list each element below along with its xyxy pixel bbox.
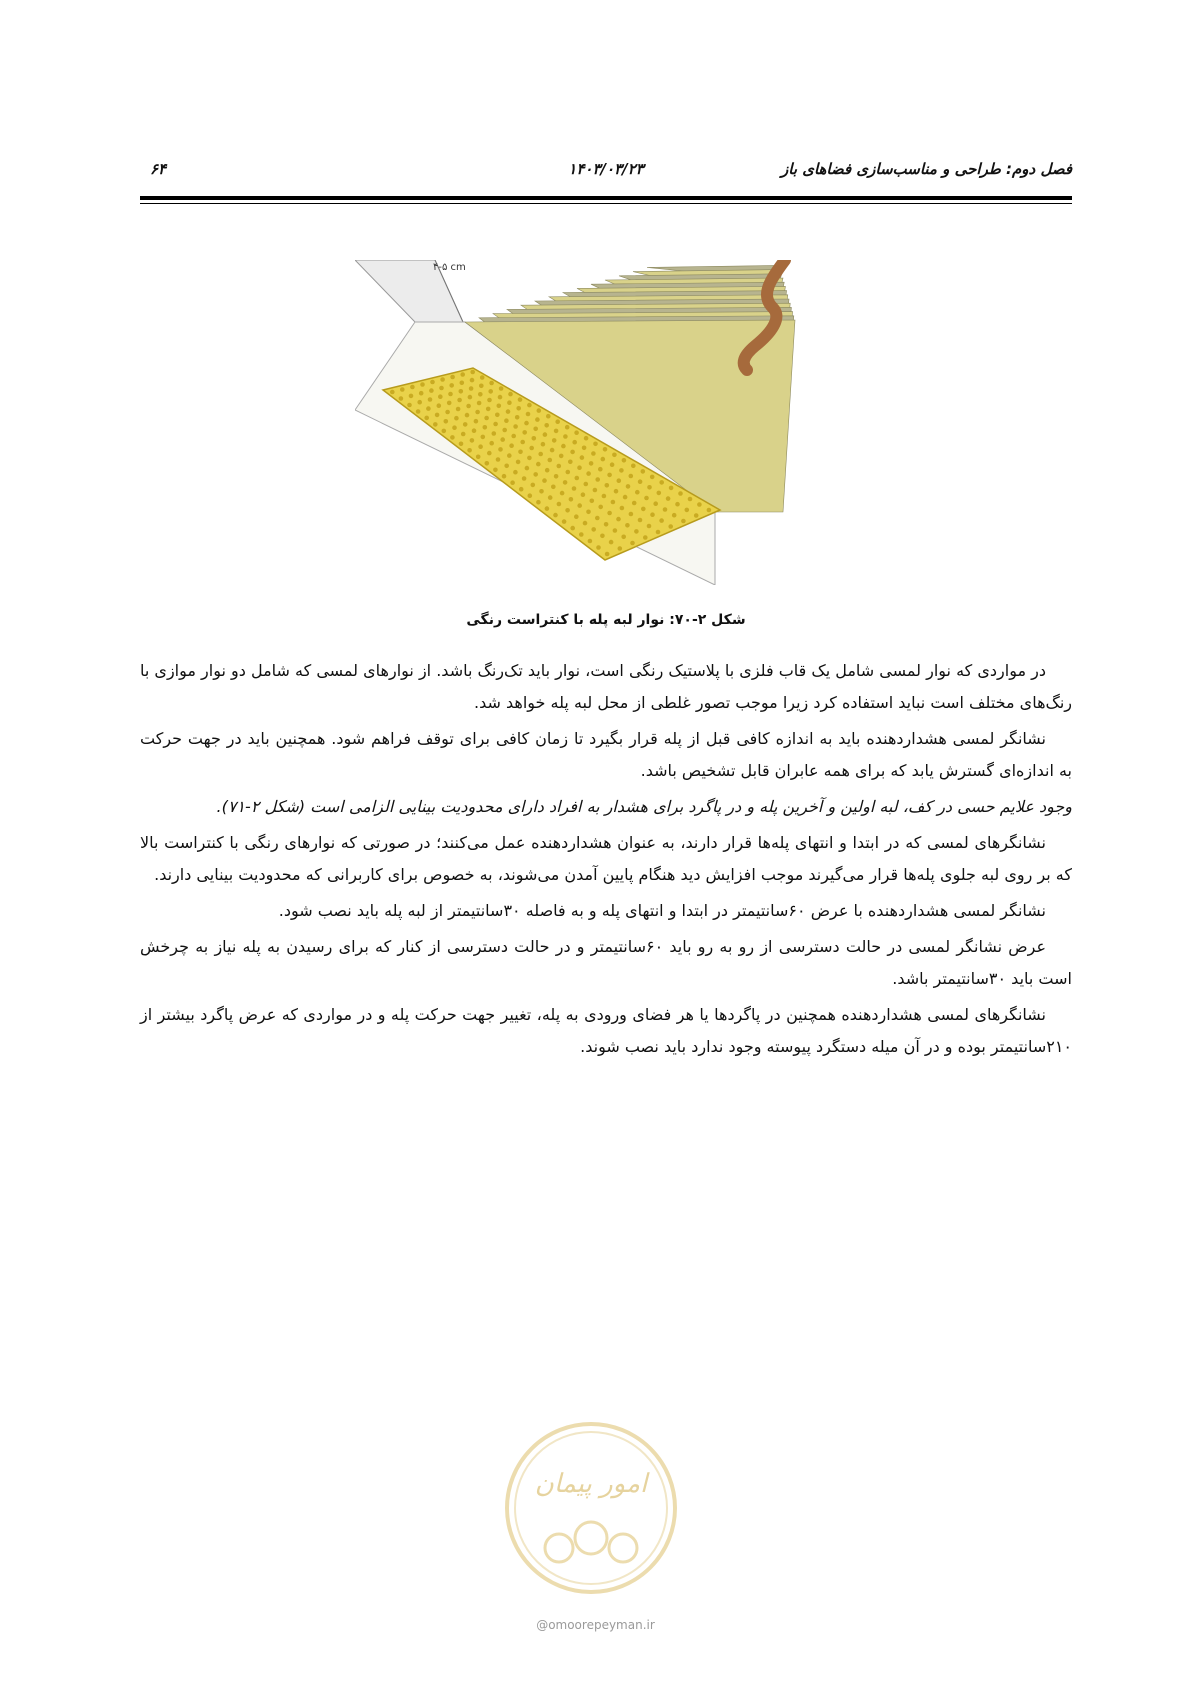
tactile-dot bbox=[543, 432, 548, 437]
tactile-dot bbox=[476, 455, 481, 460]
tactile-dot bbox=[601, 457, 606, 462]
tactile-dot bbox=[678, 491, 683, 496]
tactile-dot bbox=[613, 528, 618, 533]
tactile-dot bbox=[657, 491, 662, 496]
tactile-dot bbox=[641, 507, 646, 512]
tactile-dot bbox=[417, 400, 422, 405]
tactile-dot bbox=[638, 479, 643, 484]
tactile-dot bbox=[493, 422, 498, 427]
tactile-dot bbox=[647, 524, 652, 529]
tactile-dot bbox=[502, 428, 507, 433]
tactile-dot bbox=[575, 476, 580, 481]
tactile-dot bbox=[707, 508, 712, 513]
tactile-dot bbox=[574, 514, 579, 519]
tactile-dot bbox=[596, 545, 601, 550]
tactile-dot bbox=[595, 477, 600, 482]
tactile-dot bbox=[584, 482, 589, 487]
tactile-dot bbox=[444, 419, 449, 424]
tactile-dot bbox=[632, 501, 637, 506]
tactile-dot bbox=[584, 436, 589, 441]
tactile-dot bbox=[438, 394, 443, 399]
tactile-dot bbox=[586, 471, 591, 476]
tactile-dot bbox=[603, 447, 608, 452]
tactile-dot bbox=[502, 474, 507, 479]
tactile-dot bbox=[426, 406, 431, 411]
tactile-dot bbox=[570, 450, 575, 455]
tactile-dot bbox=[580, 455, 585, 460]
tactile-dot bbox=[553, 513, 558, 518]
tactile-dot bbox=[522, 430, 527, 435]
tactile-dot bbox=[442, 429, 447, 434]
tactile-dot bbox=[548, 495, 553, 500]
tactile-dot bbox=[582, 446, 587, 451]
tactile-dot bbox=[591, 451, 596, 456]
tactile-dot bbox=[518, 397, 523, 402]
tactile-dot bbox=[504, 464, 509, 469]
paragraph-4: نشانگرهای لمسی که در ابتدا و انتهای پله‌ها قرار دارند، به عنوان هشداردهنده عمل می‌کنند؛ در صورتی که نوارهای رنگی با کنتراست بالا که بر روی لبه جلوی پله‌ها قرار می‌گیرند موجب افزایش دید هنگام پایین آمدن می‌شوند، به خصوص برای کاربرانی که محدودیت بینایی دارند. bbox=[140, 833, 1072, 884]
tactile-dot bbox=[489, 381, 494, 386]
tactile-dot bbox=[579, 532, 584, 537]
tactile-dot bbox=[607, 473, 612, 478]
tactile-dot bbox=[472, 428, 477, 433]
tactile-dot bbox=[548, 458, 553, 463]
tactile-dot bbox=[429, 388, 434, 393]
tactile-dot bbox=[524, 421, 529, 426]
tactile-dot bbox=[589, 461, 594, 466]
tactile-dot bbox=[452, 425, 457, 430]
tactile-dot bbox=[459, 442, 464, 447]
tactile-dot bbox=[610, 462, 615, 467]
tactile-dot bbox=[545, 468, 550, 473]
tactile-dot bbox=[634, 529, 639, 534]
tactile-dot bbox=[486, 407, 491, 412]
tactile-dot bbox=[623, 495, 628, 500]
tactile-dot bbox=[537, 408, 542, 413]
tactile-dot bbox=[565, 508, 570, 513]
tactile-dot bbox=[390, 390, 395, 395]
tactile-dot bbox=[685, 508, 690, 513]
tactile-dot bbox=[605, 483, 610, 488]
tactile-dot bbox=[593, 442, 598, 447]
tactile-dot bbox=[529, 446, 534, 451]
paragraph-2: نشانگر لمسی هشداردهنده باید به اندازه کافی قبل از پله قرار بگیرد تا زمان کافی برای توقف فراهم شود. همچنین باید در جهت حرکت به اندازه‌ای گسترش یابد که برای همه عابران قابل تشخیص باشد. bbox=[140, 729, 1072, 780]
tactile-dot bbox=[595, 516, 600, 521]
tactile-dot bbox=[507, 400, 512, 405]
tactile-dot bbox=[516, 406, 521, 411]
tactile-dot bbox=[506, 409, 511, 414]
tactile-dot bbox=[647, 485, 652, 490]
tactile-dot bbox=[428, 397, 433, 402]
tactile-dot bbox=[435, 413, 440, 418]
tactile-dot bbox=[465, 413, 470, 418]
tactile-dot bbox=[454, 416, 459, 421]
tactile-dot bbox=[484, 416, 489, 421]
tactile-dot bbox=[541, 442, 546, 447]
tactile-dot bbox=[641, 469, 646, 474]
body-text bbox=[140, 655, 1072, 1067]
tactile-dot bbox=[561, 444, 566, 449]
tactile-dot bbox=[399, 396, 404, 401]
tactile-dot bbox=[498, 395, 503, 400]
tactile-dot bbox=[470, 438, 475, 443]
tactile-dot bbox=[557, 464, 562, 469]
tactile-dot bbox=[616, 517, 621, 522]
tactile-dot bbox=[445, 410, 450, 415]
tactile-dot bbox=[525, 466, 530, 471]
tactile-dot bbox=[456, 407, 461, 412]
tactile-dot bbox=[545, 506, 550, 511]
tactile-dot bbox=[668, 524, 673, 529]
tactile-dot bbox=[621, 535, 626, 540]
tactile-dot bbox=[519, 487, 524, 492]
tactile-dot bbox=[449, 383, 454, 388]
tactile-dot bbox=[554, 474, 559, 479]
tactile-dot bbox=[500, 437, 505, 442]
tactile-dot bbox=[626, 484, 631, 489]
tactile-dot bbox=[663, 507, 668, 512]
tactile-dot bbox=[475, 410, 480, 415]
paragraph-7: نشانگرهای لمسی هشداردهنده همچنین در پاگردها یا هر فضای ورودی به پله، تغییر جهت حرکت پله و در مواردی که عرض پاگرد بیشتر از ۲۱۰سانتیمتر بوده و در آن میله دستگرد پیوسته وجود ندارد باید نصب شوند. bbox=[140, 1005, 1072, 1056]
page-number: ۶۴ bbox=[150, 160, 167, 178]
tactile-dot bbox=[569, 497, 574, 502]
tactile-dot bbox=[542, 478, 547, 483]
tactile-dot bbox=[635, 490, 640, 495]
tactile-dot bbox=[625, 523, 630, 528]
tactile-dot bbox=[560, 491, 565, 496]
dimension-label: ۴-۵ cm bbox=[433, 262, 466, 273]
tactile-dot bbox=[498, 447, 503, 452]
paragraph-5: نشانگر لمسی هشداردهنده با عرض ۶۰سانتیمتر در ابتدا و انتهای پله و به فاصله ۳۰سانتیمتر از لبه پله باید نصب شود. bbox=[278, 901, 1046, 920]
tactile-dot bbox=[568, 460, 573, 465]
tactile-dot bbox=[518, 450, 523, 455]
tactile-dot bbox=[439, 386, 444, 391]
tactile-dot bbox=[460, 381, 465, 386]
tactile-dot bbox=[420, 382, 425, 387]
tactile-dot bbox=[533, 472, 538, 477]
tactile-dot bbox=[550, 448, 555, 453]
tactile-dot bbox=[656, 530, 661, 535]
tactile-dot bbox=[497, 404, 502, 409]
tactile-dot bbox=[496, 457, 501, 462]
tactile-dot bbox=[559, 454, 564, 459]
tactile-dot bbox=[536, 500, 541, 505]
tactile-dot bbox=[424, 416, 429, 421]
tactile-dot bbox=[611, 500, 616, 505]
tactile-dot bbox=[470, 378, 475, 383]
tactile-dot bbox=[681, 519, 686, 524]
paragraph-1: در مواردی که نوار لمسی شامل یک قاب فلزی با پلاستیک رنگی است، نوار باید تک‌رنگ باشد. از نوارهای لمسی که شامل دو نوار موازی با رنگ‌های مختلف است نباید استفاده کرد زیرا موجب تصور غلطی از محل لبه پله خواهد شد. bbox=[140, 661, 1072, 712]
tactile-dot bbox=[487, 451, 492, 456]
tactile-dot bbox=[479, 384, 484, 389]
tactile-dot bbox=[511, 434, 516, 439]
tactile-dot bbox=[440, 377, 445, 382]
tactile-dot bbox=[572, 440, 577, 445]
tactile-dot bbox=[513, 424, 518, 429]
tactile-dot bbox=[450, 435, 455, 440]
tactile-dot bbox=[478, 444, 483, 449]
header-rule-thin bbox=[140, 203, 1072, 204]
tactile-dot bbox=[618, 546, 623, 551]
tactile-dot bbox=[463, 422, 468, 427]
tactile-dot bbox=[493, 468, 498, 473]
tactile-dot bbox=[527, 456, 532, 461]
tactile-dot bbox=[507, 453, 512, 458]
tactile-dot bbox=[614, 489, 619, 494]
tactile-dot bbox=[554, 429, 559, 434]
tactile-dot bbox=[577, 465, 582, 470]
header-rule-thick bbox=[140, 196, 1072, 200]
tactile-dot bbox=[461, 432, 466, 437]
tactile-dot bbox=[694, 513, 699, 518]
tactile-dot bbox=[583, 521, 588, 526]
tactile-dot bbox=[566, 470, 571, 475]
tactile-dot bbox=[460, 372, 465, 377]
tactile-dot bbox=[591, 527, 596, 532]
tactile-dot bbox=[489, 441, 494, 446]
tactile-dot bbox=[527, 403, 532, 408]
tactile-dot bbox=[430, 380, 435, 385]
page-header bbox=[140, 160, 1072, 184]
tactile-dot bbox=[669, 486, 674, 491]
tactile-dot bbox=[510, 480, 515, 485]
tactile-dot bbox=[598, 505, 603, 510]
tactile-dot bbox=[622, 458, 627, 463]
tactile-dot bbox=[419, 391, 424, 396]
tactile-dot bbox=[697, 502, 702, 507]
tactile-dot bbox=[539, 489, 544, 494]
tactile-dot bbox=[562, 519, 567, 524]
paragraph-3: وجود علایم حسی در کف، لبه اولین و آخرین پله و در پاگرد برای هشدار به افراد دارای محدودیت بینایی الزامی است (شکل ۲-۷۱). bbox=[216, 797, 1072, 816]
tactile-dot bbox=[551, 485, 556, 490]
tactile-dot bbox=[602, 494, 607, 499]
tactile-dot bbox=[619, 468, 624, 473]
tactile-dot bbox=[588, 539, 593, 544]
tactile-dot bbox=[516, 460, 521, 465]
tactile-dot bbox=[650, 475, 655, 480]
tactile-dot bbox=[643, 535, 648, 540]
tactile-dot bbox=[407, 403, 412, 408]
tactile-dot bbox=[604, 522, 609, 527]
tactile-dot bbox=[528, 493, 533, 498]
tactile-dot bbox=[593, 488, 598, 493]
tactile-dot bbox=[509, 443, 514, 448]
tactile-dot bbox=[433, 422, 438, 427]
tactile-dot bbox=[572, 486, 577, 491]
tactile-dot bbox=[468, 395, 473, 400]
tactile-dot bbox=[499, 386, 504, 391]
tactile-dot bbox=[536, 462, 541, 467]
tactile-dot bbox=[600, 534, 605, 539]
tactile-dot bbox=[409, 394, 414, 399]
tactile-dot bbox=[400, 387, 405, 392]
tactile-dot bbox=[410, 385, 415, 390]
tactile-dot bbox=[532, 436, 537, 441]
tactile-dot bbox=[487, 398, 492, 403]
tactile-dot bbox=[457, 398, 462, 403]
tactile-dot bbox=[590, 499, 595, 504]
figure-caption: شکل ۲-۷۰: نوار لبه پله با کنتراست رنگی bbox=[466, 612, 746, 628]
tactile-dot bbox=[416, 409, 421, 414]
tactile-dot bbox=[485, 461, 490, 466]
tactile-dot bbox=[574, 430, 579, 435]
tactile-dot bbox=[557, 502, 562, 507]
tactile-dot bbox=[466, 404, 471, 409]
tactile-dot bbox=[638, 518, 643, 523]
tactile-dot bbox=[577, 503, 582, 508]
tactile-dot bbox=[470, 370, 475, 375]
chapter-title: فصل دوم: طراحی و مناسب‌سازی فضاهای باز bbox=[781, 160, 1072, 178]
tactile-dot bbox=[481, 435, 486, 440]
tactile-dot bbox=[620, 506, 625, 511]
tactile-dot bbox=[531, 483, 536, 488]
tactile-dot bbox=[538, 452, 543, 457]
tactile-dot bbox=[492, 431, 497, 436]
tactile-dot bbox=[544, 423, 549, 428]
tactile-dot bbox=[515, 415, 520, 420]
tactile-dot bbox=[522, 476, 527, 481]
tactile-dot bbox=[629, 512, 634, 517]
tactile-dot bbox=[675, 502, 680, 507]
tactile-dot bbox=[563, 480, 568, 485]
tactile-dot bbox=[659, 518, 664, 523]
tactile-dot bbox=[612, 453, 617, 458]
seal-lettering: امور پیمان bbox=[534, 1469, 648, 1499]
tactile-dot bbox=[666, 496, 671, 501]
tactile-dot bbox=[480, 375, 485, 380]
tactile-dot bbox=[650, 512, 655, 517]
tactile-dot bbox=[504, 418, 509, 423]
tactile-dot bbox=[607, 511, 612, 516]
tactile-dot bbox=[459, 389, 464, 394]
tactile-dot bbox=[688, 497, 693, 502]
tactile-dot bbox=[483, 425, 488, 430]
tactile-dot bbox=[520, 440, 525, 445]
tactile-dot bbox=[555, 419, 560, 424]
tactile-dot bbox=[495, 413, 500, 418]
tactile-dot bbox=[450, 375, 455, 380]
stair-edge-illustration bbox=[355, 260, 800, 585]
tactile-dot bbox=[526, 412, 531, 417]
tactile-dot bbox=[448, 392, 453, 397]
tactile-dot bbox=[629, 474, 634, 479]
tactile-dot bbox=[605, 552, 610, 557]
tactile-dot bbox=[570, 526, 575, 531]
tactile-dot bbox=[653, 501, 658, 506]
tactile-dot bbox=[617, 478, 622, 483]
tactile-dot bbox=[513, 470, 518, 475]
tactile-dot bbox=[478, 392, 483, 397]
tactile-dot bbox=[563, 434, 568, 439]
tactile-dot bbox=[488, 389, 493, 394]
tactile-dot bbox=[546, 414, 551, 419]
tactile-dot bbox=[565, 425, 570, 430]
tactile-dot bbox=[447, 401, 452, 406]
tactile-dot bbox=[598, 467, 603, 472]
tactile-dot bbox=[581, 492, 586, 497]
tactile-dot bbox=[469, 386, 474, 391]
tactile-dot bbox=[672, 513, 677, 518]
tactile-dot bbox=[631, 464, 636, 469]
tactile-dot bbox=[533, 427, 538, 432]
tactile-dot bbox=[467, 448, 472, 453]
tactile-dot bbox=[644, 496, 649, 501]
header-date: ۱۴۰۳/۰۳/۲۳ bbox=[568, 160, 644, 178]
watermark: @omoorepeyman.ir bbox=[536, 1618, 655, 1632]
tactile-dot bbox=[535, 417, 540, 422]
tactile-dot bbox=[437, 403, 442, 408]
tactile-dot bbox=[609, 540, 614, 545]
tactile-dot bbox=[630, 541, 635, 546]
publisher-seal bbox=[503, 1420, 679, 1596]
tactile-dot bbox=[477, 401, 482, 406]
tactile-dot bbox=[552, 438, 557, 443]
tactile-dot bbox=[474, 419, 479, 424]
tactile-dot bbox=[586, 510, 591, 515]
paragraph-6: عرض نشانگر لمسی در حالت دسترسی از رو به رو باید ۶۰سانتیمتر و در حالت دسترسی از کنار که برای رسیدن به پله نیاز به چرخش است باید ۳۰سانتیمتر باشد. bbox=[140, 937, 1072, 988]
tactile-dot bbox=[659, 480, 664, 485]
tactile-dot bbox=[508, 392, 513, 397]
